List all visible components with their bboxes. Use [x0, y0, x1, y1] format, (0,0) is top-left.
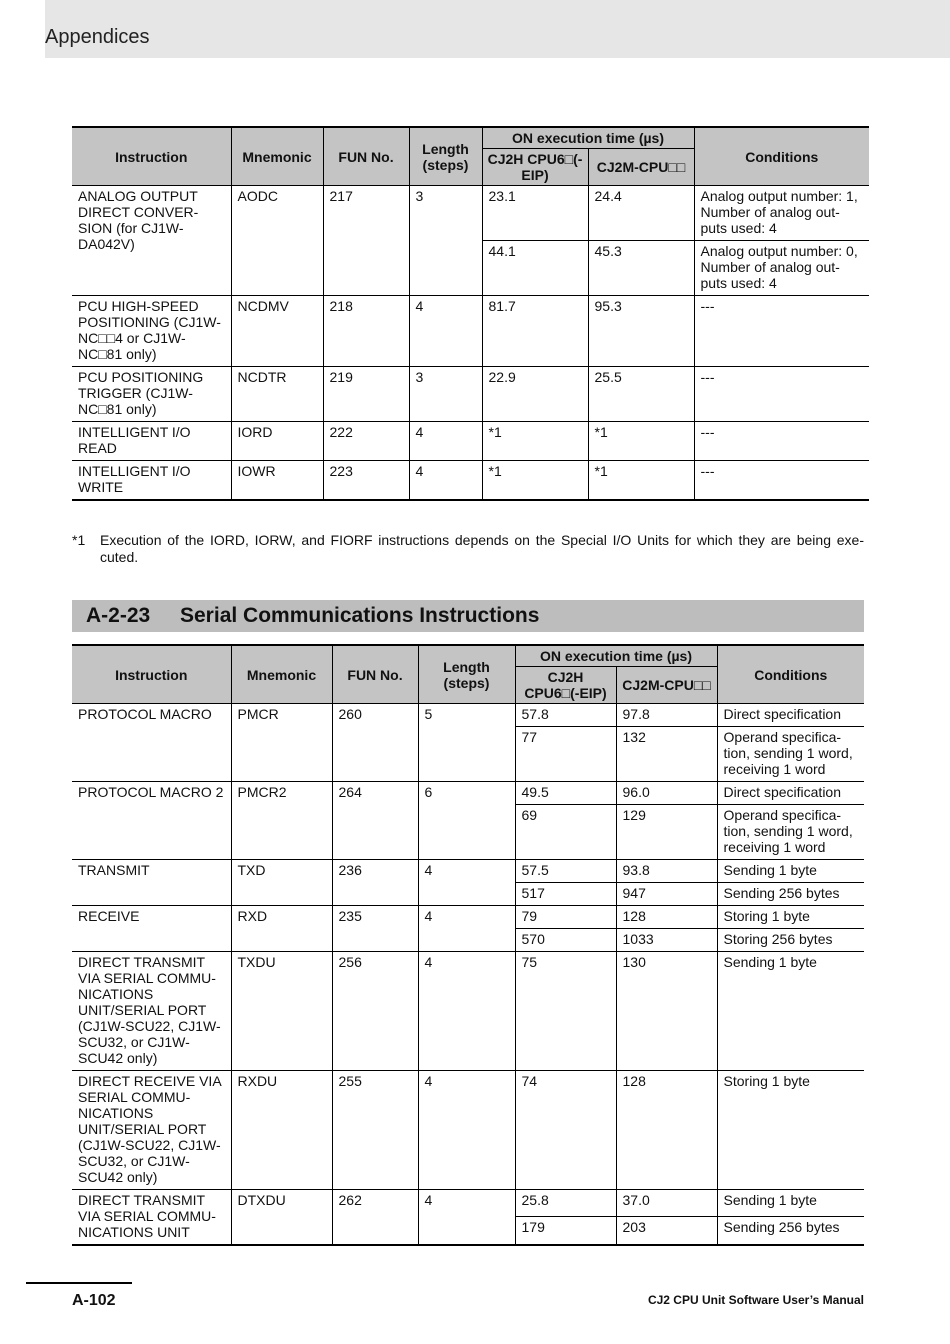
page-header-band — [45, 0, 950, 58]
instruction-cell: PCU POSITIONING TRIGGER (CJ1W-NC□81 only) — [72, 367, 231, 422]
footnote-text: Execution of the IORD, IORW, and FIORF instructions depends on the Special I/O Units for which they are being exe-cuted. — [100, 532, 864, 565]
cj2m-time-cell: 129 — [616, 805, 717, 860]
instruction-cell: ANALOG OUTPUT DIRECT CONVER-SION (for CJ1W-DA042V) — [72, 186, 231, 296]
table-row — [72, 906, 864, 929]
conditions-cell: Operand specifica-tion, sending 1 word, receiving 1 word — [717, 805, 864, 860]
table-row — [72, 782, 864, 805]
conditions-cell: Operand specifica-tion, sending 1 word, receiving 1 word — [717, 727, 864, 782]
cj2m-time-cell: 24.4 — [588, 186, 694, 241]
length-cell: 4 — [409, 296, 482, 367]
cj2h-time-cell: 79 — [515, 906, 616, 929]
cj2m-time-cell: 95.3 — [588, 296, 694, 367]
cj2m-time-cell: 25.5 — [588, 367, 694, 422]
col-length: Length (steps) — [418, 645, 515, 704]
col-cj2m: CJ2M-CPU□□ — [616, 667, 717, 704]
conditions-cell: Sending 256 bytes — [717, 883, 864, 906]
conditions-cell: Sending 256 bytes — [717, 1217, 864, 1245]
cj2h-time-cell: 57.5 — [515, 860, 616, 883]
conditions-cell: Direct specification — [717, 782, 864, 805]
col-length: Length (steps) — [409, 127, 482, 186]
col-instruction: Instruction — [72, 645, 231, 704]
col-cj2h: CJ2H CPU6□(-EIP) — [515, 667, 616, 704]
mnemonic-cell: NCDTR — [231, 367, 323, 422]
fun-no-cell: 217 — [323, 186, 409, 296]
fun-no-cell: 236 — [332, 860, 418, 906]
cj2m-time-cell: 132 — [616, 727, 717, 782]
cj2h-time-cell: 57.8 — [515, 704, 616, 727]
cj2h-time-cell: 179 — [515, 1217, 616, 1245]
table-row — [72, 422, 869, 461]
cj2m-time-cell: *1 — [588, 461, 694, 501]
fun-no-cell: 264 — [332, 782, 418, 860]
table-row — [72, 860, 864, 883]
section-title: Serial Communications Instructions — [180, 604, 540, 627]
cj2h-time-cell: 77 — [515, 727, 616, 782]
instruction-cell: RECEIVE — [72, 906, 231, 952]
length-cell: 4 — [418, 906, 515, 952]
cj2h-time-cell: 22.9 — [482, 367, 588, 422]
col-cj2h: CJ2H CPU6□(-EIP) — [482, 149, 588, 186]
col-on-exec-time: ON execution time (µs) — [515, 645, 717, 667]
conditions-cell: Direct specification — [717, 704, 864, 727]
mnemonic-cell: TXDU — [231, 952, 332, 1071]
conditions-cell: Sending 1 byte — [717, 860, 864, 883]
conditions-cell: Sending 1 byte — [717, 1190, 864, 1217]
cj2h-time-cell: 23.1 — [482, 186, 588, 241]
conditions-cell: --- — [694, 296, 869, 367]
section-heading — [72, 600, 864, 632]
mnemonic-cell: IORD — [231, 422, 323, 461]
instruction-cell: PROTOCOL MACRO — [72, 704, 231, 782]
section-number: A-2-23 — [86, 604, 151, 627]
table-row — [72, 1071, 864, 1190]
length-cell: 4 — [418, 1190, 515, 1246]
instruction-cell: DIRECT TRANSMIT VIA SERIAL COMMU-NICATIONS UNIT — [72, 1190, 231, 1246]
cj2m-time-cell: 97.8 — [616, 704, 717, 727]
table-row — [72, 1190, 864, 1217]
fun-no-cell: 256 — [332, 952, 418, 1071]
footnote — [72, 532, 864, 566]
fun-no-cell: 262 — [332, 1190, 418, 1246]
mnemonic-cell: PMCR — [231, 704, 332, 782]
conditions-cell: --- — [694, 367, 869, 422]
instruction-cell: PCU HIGH-SPEED POSITIONING (CJ1W-NC□□4 or CJ1W-NC□81 only) — [72, 296, 231, 367]
fun-no-cell: 218 — [323, 296, 409, 367]
conditions-cell: --- — [694, 461, 869, 501]
footer-rule — [26, 1282, 132, 1284]
instruction-cell: DIRECT TRANSMIT VIA SERIAL COMMU-NICATIONS UNIT/SERIAL PORT (CJ1W-SCU22, CJ1W-SCU32, or CJ1W-SCU42 only) — [72, 952, 231, 1071]
cj2m-time-cell: 128 — [616, 1071, 717, 1190]
conditions-cell: Analog output number: 1, Number of analog out-puts used: 4 — [694, 186, 869, 241]
fun-no-cell: 223 — [323, 461, 409, 501]
cj2h-time-cell: 44.1 — [482, 241, 588, 296]
cj2m-time-cell: 45.3 — [588, 241, 694, 296]
table-row — [72, 367, 869, 422]
cj2m-time-cell: 130 — [616, 952, 717, 1071]
table-row — [72, 952, 864, 1071]
mnemonic-cell: RXDU — [231, 1071, 332, 1190]
manual-title: CJ2 CPU Unit Software User’s Manual — [647, 1293, 864, 1307]
fun-no-cell: 255 — [332, 1071, 418, 1190]
col-mnemonic: Mnemonic — [231, 645, 332, 704]
cj2h-time-cell: 25.8 — [515, 1190, 616, 1217]
cj2m-time-cell: 93.8 — [616, 860, 717, 883]
conditions-cell: Storing 256 bytes — [717, 929, 864, 952]
cj2m-time-cell: 947 — [616, 883, 717, 906]
conditions-cell: Storing 1 byte — [717, 1071, 864, 1190]
col-instruction: Instruction — [72, 127, 231, 186]
fun-no-cell: 235 — [332, 906, 418, 952]
col-fun-no: FUN No. — [332, 645, 418, 704]
cj2h-time-cell: *1 — [482, 461, 588, 501]
mnemonic-cell: PMCR2 — [231, 782, 332, 860]
instruction-cell: TRANSMIT — [72, 860, 231, 906]
cj2m-time-cell: 37.0 — [616, 1190, 717, 1217]
length-cell: 4 — [418, 860, 515, 906]
cj2h-time-cell: 81.7 — [482, 296, 588, 367]
page-header-title: Appendices — [45, 26, 150, 48]
fun-no-cell: 219 — [323, 367, 409, 422]
instruction-cell: PROTOCOL MACRO 2 — [72, 782, 231, 860]
mnemonic-cell: DTXDU — [231, 1190, 332, 1246]
conditions-cell: --- — [694, 422, 869, 461]
length-cell: 3 — [409, 186, 482, 296]
length-cell: 6 — [418, 782, 515, 860]
length-cell: 4 — [418, 952, 515, 1071]
col-cj2m: CJ2M-CPU□□ — [588, 149, 694, 186]
cj2h-time-cell: 517 — [515, 883, 616, 906]
table-row — [72, 186, 869, 241]
fun-no-cell: 222 — [323, 422, 409, 461]
length-cell: 4 — [409, 461, 482, 501]
conditions-cell: Storing 1 byte — [717, 906, 864, 929]
table-row — [72, 704, 864, 727]
col-conditions: Conditions — [717, 645, 864, 704]
fun-no-cell: 260 — [332, 704, 418, 782]
cj2h-time-cell: 75 — [515, 952, 616, 1071]
cj2h-time-cell: 69 — [515, 805, 616, 860]
table-serial-comm-instructions — [72, 644, 864, 1246]
length-cell: 3 — [409, 367, 482, 422]
col-fun-no: FUN No. — [323, 127, 409, 186]
mnemonic-cell: NCDMV — [231, 296, 323, 367]
cj2m-time-cell: 96.0 — [616, 782, 717, 805]
conditions-cell: Sending 1 byte — [717, 952, 864, 1071]
length-cell: 5 — [418, 704, 515, 782]
instruction-cell: INTELLIGENT I/O READ — [72, 422, 231, 461]
cj2h-time-cell: 49.5 — [515, 782, 616, 805]
length-cell: 4 — [418, 1071, 515, 1190]
cj2h-time-cell: 74 — [515, 1071, 616, 1190]
instruction-cell: DIRECT RECEIVE VIA SERIAL COMMU-NICATIONS UNIT/SERIAL PORT (CJ1W-SCU22, CJ1W-SCU32, or CJ1W-SCU42 only) — [72, 1071, 231, 1190]
cj2m-time-cell: 1033 — [616, 929, 717, 952]
cj2m-time-cell: *1 — [588, 422, 694, 461]
col-conditions: Conditions — [694, 127, 869, 186]
mnemonic-cell: IOWR — [231, 461, 323, 501]
table-row — [72, 461, 869, 501]
cj2h-time-cell: 570 — [515, 929, 616, 952]
col-mnemonic: Mnemonic — [231, 127, 323, 186]
footnote-mark: *1 — [72, 532, 86, 548]
instruction-cell: INTELLIGENT I/O WRITE — [72, 461, 231, 501]
mnemonic-cell: RXD — [231, 906, 332, 952]
page-number: A-102 — [72, 1292, 116, 1309]
conditions-cell: Analog output number: 0, Number of analog out-puts used: 4 — [694, 241, 869, 296]
table-row — [72, 296, 869, 367]
cj2h-time-cell: *1 — [482, 422, 588, 461]
cj2m-time-cell: 203 — [616, 1217, 717, 1245]
length-cell: 4 — [409, 422, 482, 461]
table-analog-pcu-instructions — [72, 126, 869, 501]
cj2m-time-cell: 128 — [616, 906, 717, 929]
mnemonic-cell: TXD — [231, 860, 332, 906]
mnemonic-cell: AODC — [231, 186, 323, 296]
col-on-exec-time: ON execution time (µs) — [482, 127, 694, 149]
